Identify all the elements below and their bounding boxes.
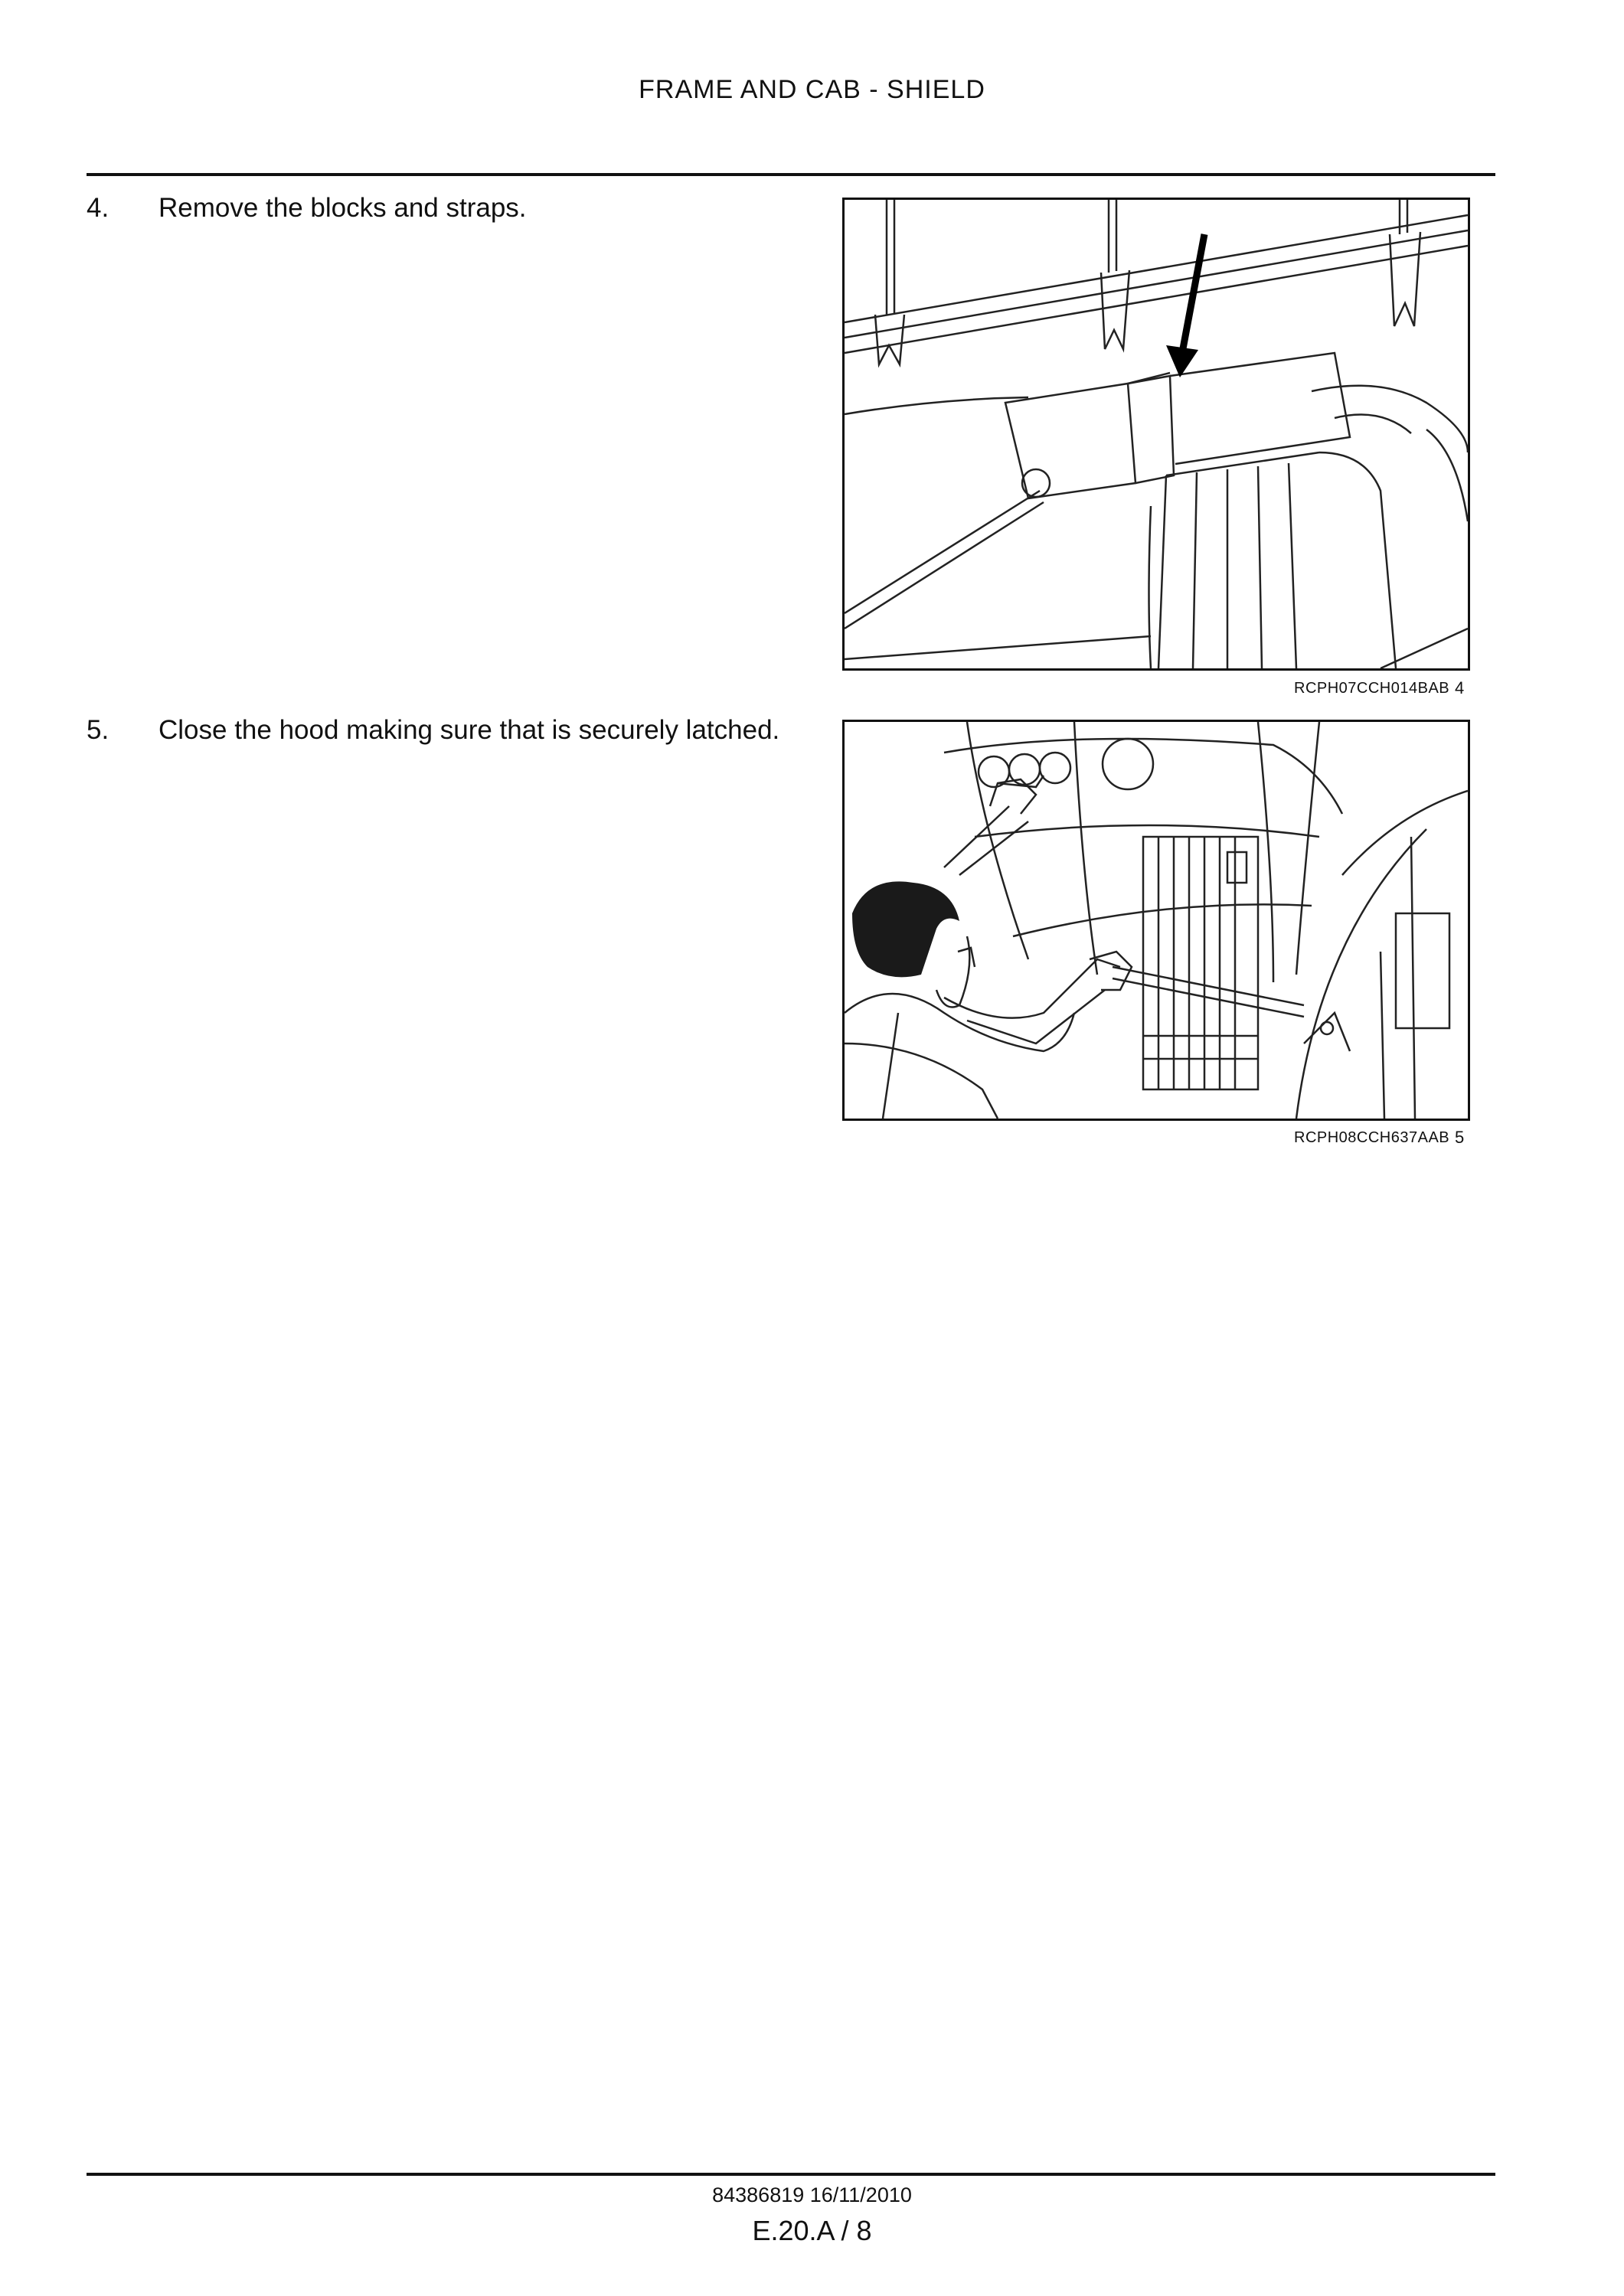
step-number: 4.	[87, 193, 109, 223]
footer-divider	[87, 2173, 1495, 2176]
step-4	[87, 193, 776, 231]
figure-4-code: RCPH07CCH014BAB	[1294, 680, 1450, 697]
step-5	[87, 715, 837, 753]
closing-hood-illustration	[845, 722, 1468, 1119]
figure-5-code: RCPH08CCH637AAB	[1294, 1129, 1450, 1146]
step-text: Close the hood making sure that is securely latched.	[158, 715, 780, 745]
figure-5-number: 5	[1455, 1128, 1465, 1147]
footer-doc-code: 84386819 16/11/2010	[712, 2183, 912, 2206]
footer-page-number: E.20.A / 8	[752, 2215, 872, 2246]
page-header-title: FRAME AND CAB - SHIELD	[639, 75, 985, 104]
figure-4-number: 4	[1455, 678, 1465, 697]
hood-blocks-straps-illustration	[845, 200, 1468, 668]
figure-4-illustration	[842, 198, 1470, 671]
figure-5-illustration	[842, 720, 1470, 1121]
header-divider	[87, 173, 1495, 176]
step-number: 5.	[87, 715, 109, 745]
pointer-arrow-icon	[1166, 234, 1204, 377]
hair-icon	[852, 881, 959, 977]
step-text: Remove the blocks and straps.	[158, 193, 527, 223]
